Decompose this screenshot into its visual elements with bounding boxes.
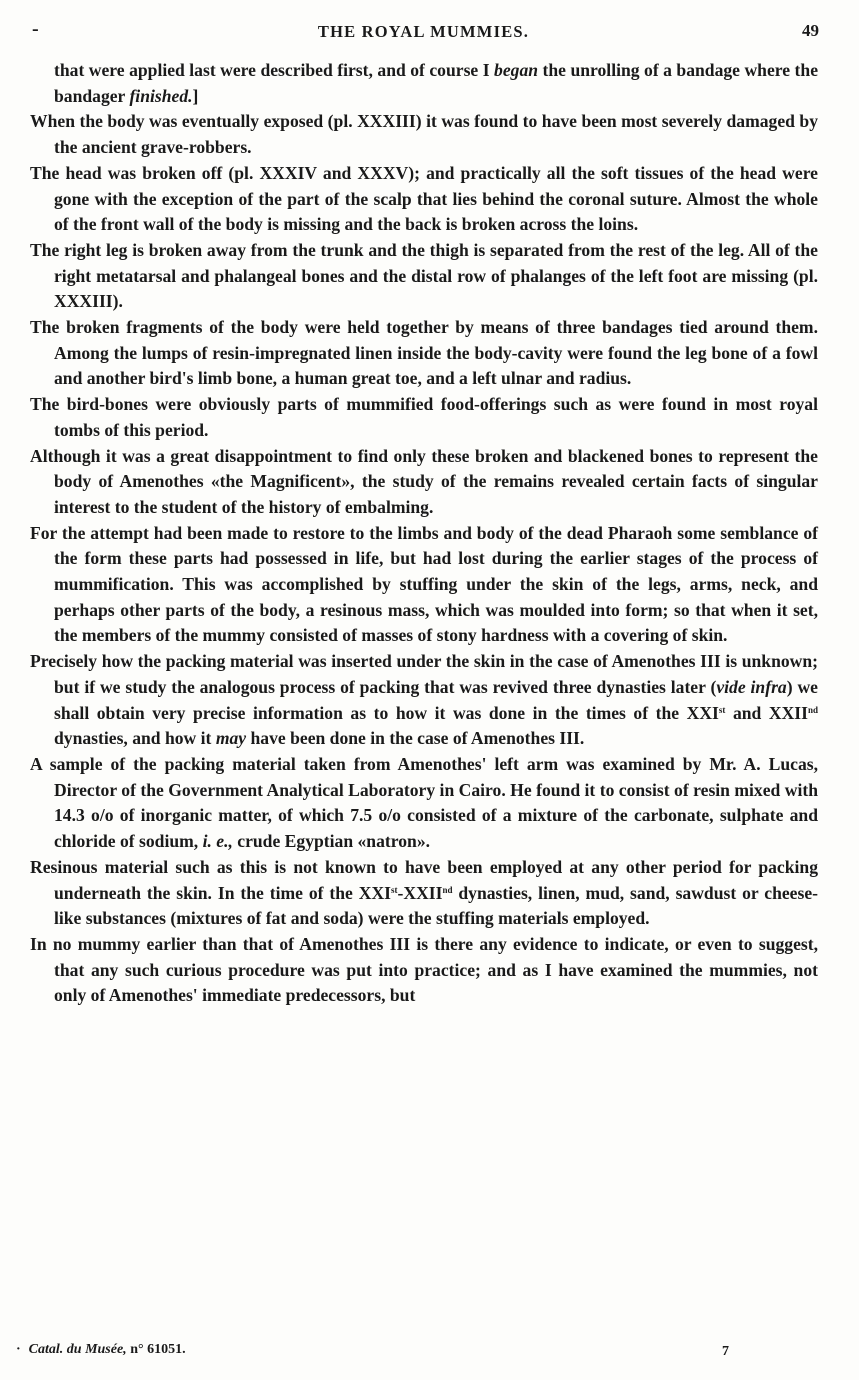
paragraph <box>30 444 818 521</box>
ordinal-suffix: nd <box>807 704 818 715</box>
header-mark: - <box>32 18 39 40</box>
ordinal-suffix: st <box>391 884 398 895</box>
running-head: THE ROYAL MUMMIES. <box>317 22 530 41</box>
paragraph <box>30 58 818 109</box>
footnote-catalog-number: n° 61051. <box>126 1342 186 1357</box>
footnote <box>16 1342 186 1358</box>
footnote-catalog-title: Catal. du Musée, <box>28 1342 127 1357</box>
paragraph <box>30 392 818 443</box>
text-run: that were applied last were described first, and of course I <box>54 60 495 80</box>
text-run: Although it was a great disappointment to find only these broken and blackened bones to represent the body of Amenothes «the Magnificent», the study of the remains revealed certain facts of singular interest to the student of the history of embalming. <box>30 445 818 517</box>
text-run: When the body was eventually exposed (pl. XXXIII) it was found to have been most severely damaged by the ancient grave-robbers. <box>30 111 818 158</box>
italic-text: i. e., <box>202 831 233 852</box>
text-run: For the attempt had been made to restore to the limbs and body of the dead Pharaoh some semblance of the form these parts had possessed in life, but had lost during the earlier stages of the process of mummification. This was accomplished by stuffing under the skin of the legs, arms, neck, and perhaps other parts of the body, a resinous mass, which was moulded into form; so that when it set, the members of the mummy consisted of masses of stony hardness with a covering of skin. <box>30 522 818 646</box>
ordinal-suffix: nd <box>442 884 453 895</box>
text-run: -XXII <box>397 882 443 903</box>
text-run: ] <box>192 85 199 106</box>
paragraph <box>30 315 818 392</box>
page-header <box>28 18 819 44</box>
body-text <box>30 58 818 1009</box>
text-run: The broken fragments of the body were held together by means of three bandages tied around them. Among the lumps of resin-impregnated linen inside the body-cavity were found the leg bone of a fowl and another bird's limb bone, a human great toe, and a left ulnar and radius. <box>30 317 818 389</box>
text-run: dynasties, linen, mud, sand, sawdust or cheese-like substances (mixtures of fat and soda) were the stuffing materials employed. <box>54 882 818 929</box>
text-run: The right leg is broken away from the trunk and the thigh is separated from the rest of the leg. All of the right metatarsal and phalangeal bones and the distal row of phalanges of the left foot are missing (pl. XXXIII). <box>30 239 818 312</box>
paragraph <box>30 521 818 650</box>
text-run: Resinous material such as this is not known to have been employed at any other period for packing underneath the skin. In the time of the XXI <box>30 856 818 903</box>
text-run: In no mummy earlier than that of Amenothes III is there any evidence to indicate, or even to suggest, that any such curious procedure was put into practice; and as I have examined the mummies, not only of Amenothes' immediate predecessors, but <box>30 933 818 1006</box>
text-run: The head was broken off (pl. XXXIV and XXXV); and practically all the soft tissues of the head were gone with the exception of the part of the scalp that lies behind the coronal suture. Almost the whole of the front wall of the body is missing and the back is broken across the loins. <box>30 162 818 235</box>
text-run: have been done in the case of Amenothes III. <box>246 728 585 749</box>
italic-text: vide infra <box>716 676 787 697</box>
signature-mark: 7 <box>722 1344 729 1359</box>
text-run: ) we shall obtain very precise information as to how it was done in the times of the XXI <box>54 676 818 723</box>
italic-text: began <box>494 60 539 80</box>
page-footer <box>16 1342 819 1366</box>
text-run: the unrolling of a bandage where the bandager <box>54 60 819 106</box>
text-run: and XXII <box>725 702 808 723</box>
paragraph <box>30 855 818 932</box>
paragraph <box>30 649 818 752</box>
paragraph <box>30 109 818 160</box>
italic-text: may <box>215 728 247 749</box>
page-number: 49 <box>802 21 819 40</box>
text-run: A sample of the packing material taken from Amenothes' left arm was examined by Mr. A. Lucas, Director of the Government Analytical Laboratory in Cairo. He found it to consist of resin mixed with 14.3 o/o of inorganic matter, of which 7.5 o/o consisted of a mixture of the carbonate, sulphate and chloride of sodium, <box>30 753 818 852</box>
paragraph <box>30 752 818 855</box>
paragraph <box>30 932 818 1009</box>
paragraph <box>30 238 818 315</box>
footnote-dot: · <box>16 1342 21 1357</box>
ordinal-suffix: st <box>718 704 726 715</box>
text-run: The bird-bones were obviously parts of mummified food-offerings such as were found in most royal tombs of this period. <box>30 394 818 440</box>
paragraph <box>30 161 818 238</box>
italic-text: finished. <box>129 85 193 106</box>
text-run: Precisely how the packing material was inserted under the skin in the case of Amenothes III is unknown; but if we study the analogous process of packing that was revived three dynasties later ( <box>30 651 818 697</box>
text-run: dynasties, and how it <box>54 728 216 749</box>
text-run: crude Egyptian «natron». <box>232 831 431 852</box>
